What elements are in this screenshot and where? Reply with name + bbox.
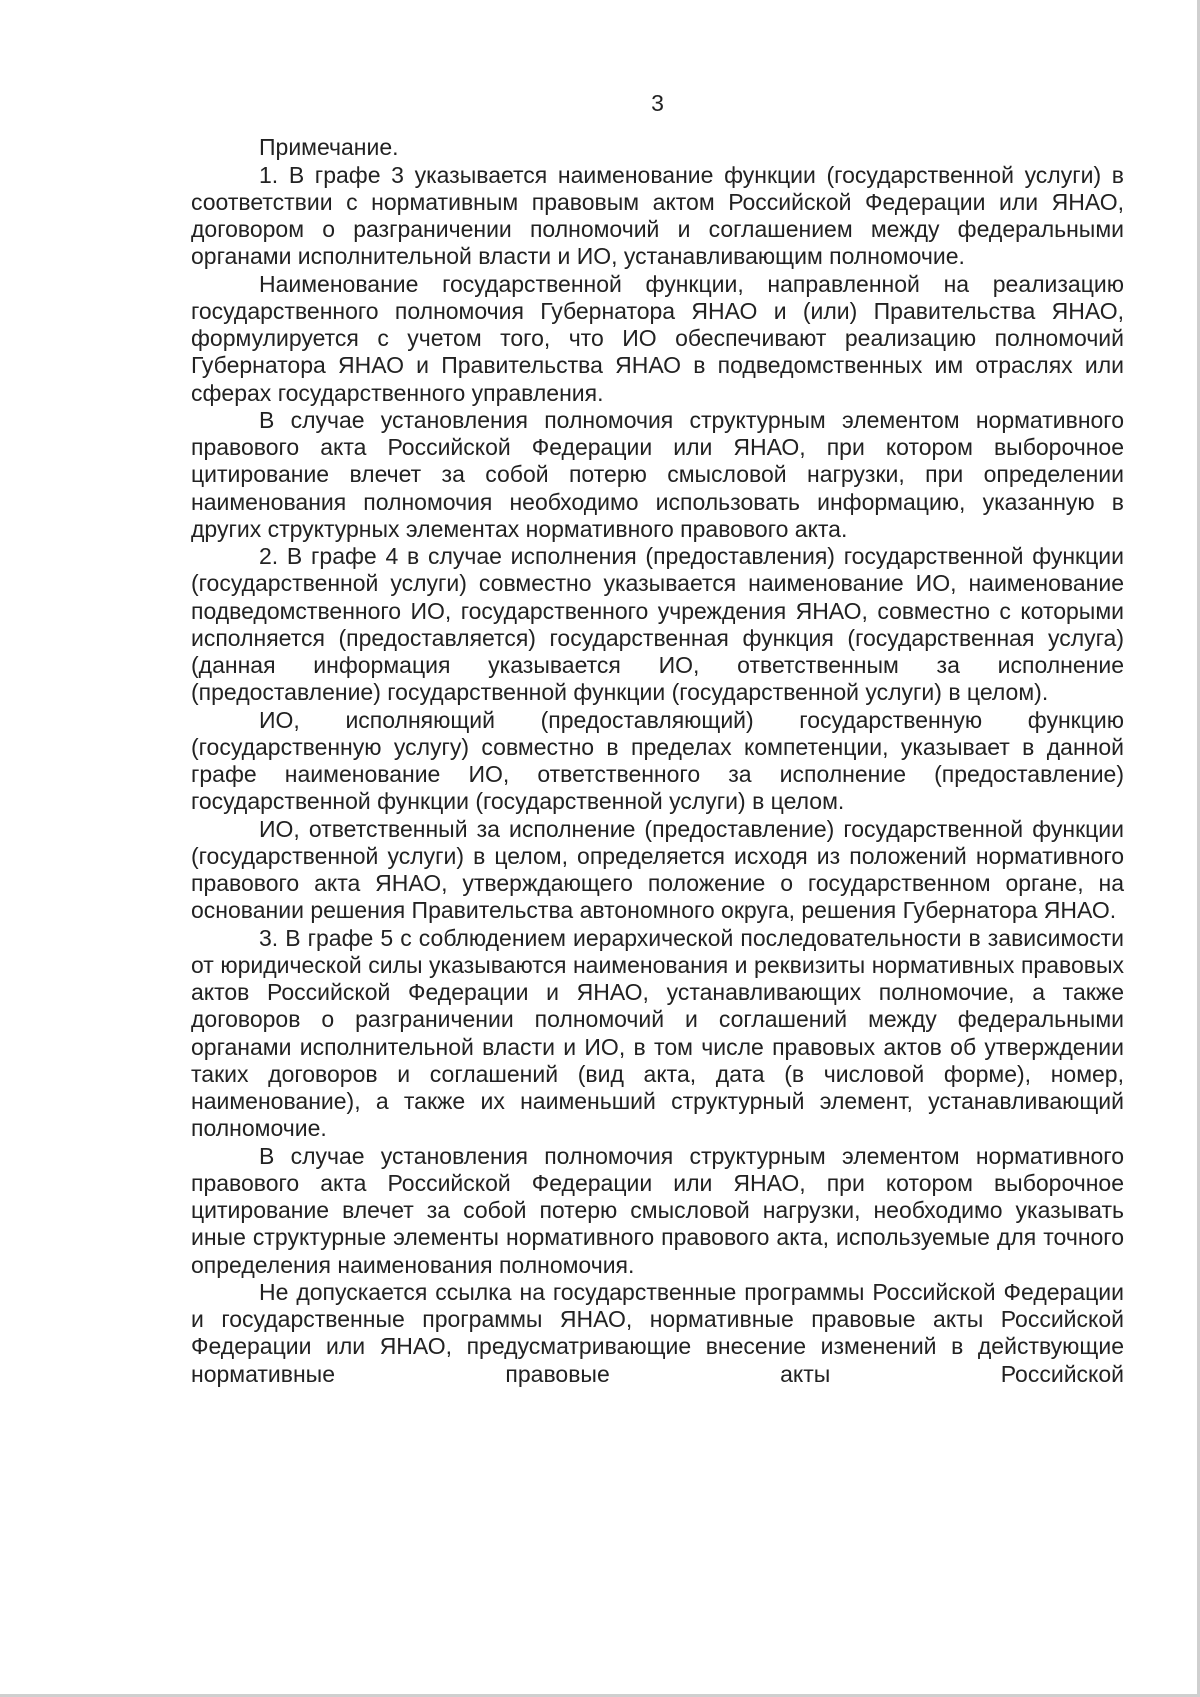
paragraph-5: ИО, исполняющий (предоставляющий) государственную функцию (государственную услугу) совместно в пределах компетенции, указывает в данной графе наименование ИО, ответственного за исполнение (предоставление) государственной функции (государственной услуги) в целом. — [191, 706, 1124, 815]
paragraph-6: ИО, ответственный за исполнение (предоставление) государственной функции (государственной услуги) в целом, определяется исходя из положений нормативного правового акта ЯНАО, утверждающего положение о государственном органе, на основании решения Правительства автономного округа, решения Губернатора ЯНАО. — [191, 815, 1124, 924]
paragraph-1: 1. В графе 3 указывается наименование функции (государственной услуги) в соответствии с нормативным правовым актом Российской Федерации или ЯНАО, договором о разграничении полномочий и соглашением между федеральными органами исполнительной власти и ИО, устанавливающим полномочие. — [191, 161, 1124, 270]
paragraph-3: В случае установления полномочия структурным элементом нормативного правового акта Российской Федерации или ЯНАО, при котором выборочное цитирование влечет за собой потерю смысловой нагрузки, при определении наименования полномочия необходимо использовать информацию, указанную в других структурных элементах нормативного правового акта. — [191, 406, 1124, 542]
page-number: 3 — [651, 90, 664, 116]
paragraph-8: В случае установления полномочия структурным элементом нормативного правового акта Российской Федерации или ЯНАО, при котором выборочное цитирование влечет за собой потерю смысловой нагрузки, необходимо указывать иные структурные элементы нормативного правового акта, используемые для точного определения наименования полномочия. — [191, 1142, 1124, 1278]
paragraph-7: 3. В графе 5 с соблюдением иерархической последовательности в зависимости от юридической силы указываются наименования и реквизиты нормативных правовых актов Российской Федерации и ЯНАО, устанавливающих полномочие, а также договоров о разграничении полномочий и соглашений между федеральными органами исполнительной власти и ИО, в том числе правовых актов об утверждении таких договоров и соглашений (вид акта, дата (в числовой форме), номер, наименование), а также их наименьший структурный элемент, устанавливающий полномочие. — [191, 924, 1124, 1142]
document-body — [191, 90, 1124, 1388]
paragraph-2: Наименование государственной функции, направленной на реализацию государственного полномочия Губернатора ЯНАО и (или) Правительства ЯНАО, формулируется с учетом того, что ИО обеспечивают реализацию полномочий Губернатора ЯНАО и Правительства ЯНАО в подведомственных им отраслях или сферах государственного управления. — [191, 270, 1124, 406]
note-heading: Примечание. — [259, 134, 399, 161]
paragraph-9: Не допускается ссылка на государственные программы Российской Федерации и государственные программы ЯНАО, нормативные правовые акты Российской Федерации или ЯНАО, предусматривающие внесение изменений в действующие нормативные правовые акты Российской — [191, 1278, 1124, 1387]
paragraph-4: 2. В графе 4 в случае исполнения (предоставления) государственной функции (государственной услуги) совместно указывается наименование ИО, наименование подведомственного ИО, государственного учреждения ЯНАО, совместно с которыми исполняется (предоставляется) государственная функция (государственная услуга) (данная информация указывается ИО, ответственным за исполнение (предоставление) государственной функции (государственной услуги) в целом). — [191, 543, 1124, 706]
